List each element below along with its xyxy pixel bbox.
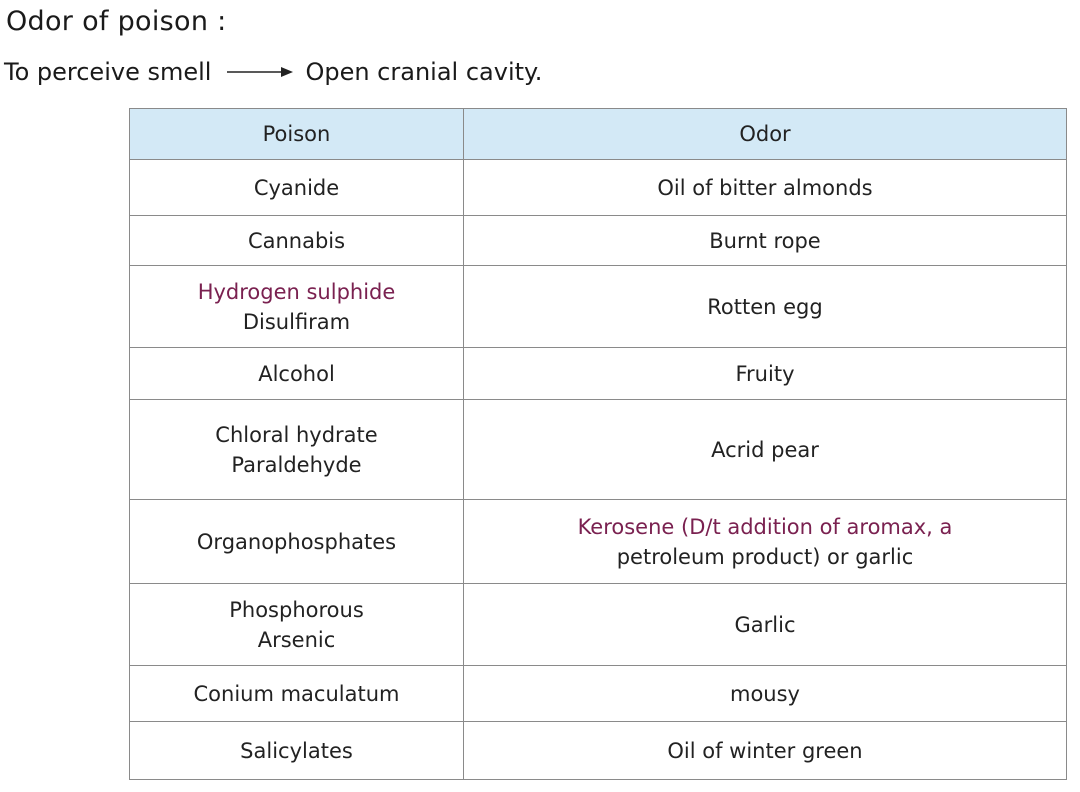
table-row: [130, 666, 1067, 722]
subtitle-line: [4, 58, 542, 86]
poison-name: Salicylates: [240, 738, 353, 763]
odor-cell: [464, 400, 1067, 500]
header-odor: Odor: [464, 109, 1067, 160]
odor-text: mousy: [730, 681, 800, 706]
odor-cell: [464, 266, 1067, 348]
poison-cell: [130, 400, 464, 500]
odor-cell: [464, 722, 1067, 780]
odor-cell: [464, 160, 1067, 216]
subtitle-right: Open cranial cavity.: [305, 58, 543, 86]
odor-text: Garlic: [734, 612, 796, 637]
poison-cell: [130, 348, 464, 400]
table-row: [130, 500, 1067, 584]
odor-table-container: [129, 108, 1066, 778]
poison-name: Alcohol: [258, 361, 335, 386]
odor-text: Acrid pear: [711, 437, 819, 462]
table-row: [130, 160, 1067, 216]
odor-text: Rotten egg: [707, 294, 823, 319]
poison-name: Hydrogen sulphide: [197, 279, 396, 304]
poison-cell: [130, 722, 464, 780]
poison-cell: [130, 584, 464, 666]
right-arrow-icon: [225, 62, 295, 82]
poison-name: Paraldehyde: [231, 452, 362, 477]
header-poison: Poison: [130, 109, 464, 160]
poison-cell: [130, 500, 464, 584]
odor-text: petroleum product) or garlic: [616, 544, 914, 569]
odor-cell: [464, 348, 1067, 400]
odor-text: Oil of bitter almonds: [657, 175, 873, 200]
poison-name: Cannabis: [247, 228, 346, 253]
poison-cell: [130, 216, 464, 266]
odor-highlight: Kerosene (D/t addition of aromax, a: [577, 514, 953, 539]
odor-text: [474, 512, 1056, 542]
odor-cell: [464, 500, 1067, 584]
table-row: [130, 348, 1067, 400]
table-row: [130, 400, 1067, 500]
table-row: [130, 216, 1067, 266]
odor-text: Fruity: [735, 361, 795, 386]
poison-name: Conium maculatum: [193, 681, 400, 706]
poison-name: Arsenic: [257, 627, 336, 652]
odor-text: Oil of winter green: [667, 738, 863, 763]
poison-name: Disulfiram: [242, 309, 351, 334]
table-row: [130, 722, 1067, 780]
poison-cell: [130, 266, 464, 348]
table-row: [130, 584, 1067, 666]
odor-text: Burnt rope: [709, 228, 821, 253]
subtitle-left: To perceive smell: [4, 58, 212, 86]
odor-cell: [464, 666, 1067, 722]
poison-name: Cyanide: [253, 175, 340, 200]
odor-cell: [464, 584, 1067, 666]
odor-table: [129, 108, 1067, 780]
poison-cell: [130, 666, 464, 722]
poison-cell: [130, 160, 464, 216]
page-title: Odor of poison :: [6, 6, 227, 37]
poison-name: Organophosphates: [196, 529, 397, 554]
table-header-row: [130, 109, 1067, 160]
odor-cell: [464, 216, 1067, 266]
poison-name: Chloral hydrate: [215, 422, 378, 447]
table-row: [130, 266, 1067, 348]
poison-name: Phosphorous: [229, 597, 364, 622]
